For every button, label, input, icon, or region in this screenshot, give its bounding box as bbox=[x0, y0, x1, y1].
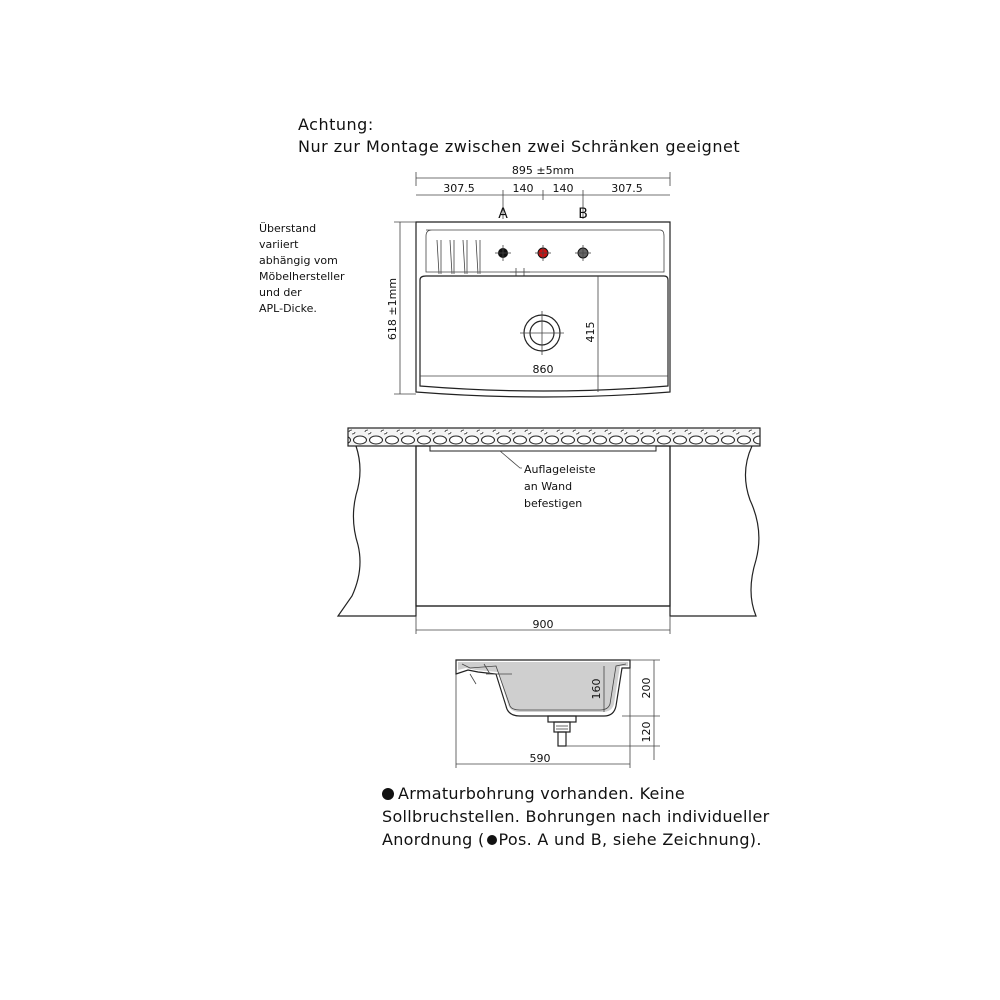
callout-line: Auflageleiste bbox=[524, 463, 596, 476]
drainer-ribs-icon bbox=[437, 240, 480, 274]
footer-line-3: Anordnung ( Pos. A und B, siehe Zeichnung). bbox=[382, 830, 762, 849]
callout-line: an Wand bbox=[524, 480, 573, 493]
position-label-b: B bbox=[578, 206, 588, 222]
countertop bbox=[348, 428, 760, 446]
dim-inner-depth: 160 bbox=[590, 678, 603, 700]
callout-line: befestigen bbox=[524, 497, 583, 510]
warning-title: Achtung: bbox=[298, 115, 374, 134]
left-cabinet bbox=[338, 446, 416, 616]
dim-seg-b: 140 bbox=[552, 182, 574, 195]
tap-hole-b-icon bbox=[575, 245, 591, 261]
drain-icon bbox=[520, 311, 564, 355]
dim-depth: 618 ±1mm bbox=[386, 277, 399, 341]
tap-hole-center-icon bbox=[535, 245, 551, 261]
drain-fitting-icon bbox=[548, 716, 576, 746]
top-view bbox=[386, 164, 670, 397]
right-cabinet bbox=[670, 446, 759, 616]
note-line: Möbelhersteller bbox=[259, 270, 345, 283]
edge-detail bbox=[470, 674, 476, 684]
note-line: Überstand bbox=[259, 222, 317, 235]
note-line: abhängig vom bbox=[259, 254, 338, 267]
position-label-a: A bbox=[498, 206, 508, 222]
footer-note bbox=[382, 782, 769, 851]
position-marker-icon bbox=[487, 835, 497, 845]
section-view bbox=[456, 660, 660, 768]
dim-drain-height: 120 bbox=[640, 721, 653, 743]
note-line: variiert bbox=[259, 238, 299, 251]
tap-hole-a-icon bbox=[495, 245, 511, 261]
bullet-icon bbox=[382, 788, 394, 800]
footer-line-1: Armaturbohrung vorhanden. Keine bbox=[382, 782, 769, 805]
dim-basin-width: 860 bbox=[532, 363, 554, 376]
dim-overall-width: 895 ±5mm bbox=[511, 164, 575, 177]
front-view bbox=[338, 428, 760, 634]
dim-seg-a: 140 bbox=[512, 182, 534, 195]
note-line: APL-Dicke. bbox=[259, 302, 317, 315]
callout-leader bbox=[500, 451, 522, 468]
support-rail bbox=[430, 446, 656, 451]
dim-basin-depth: 415 bbox=[584, 321, 597, 343]
note-line: und der bbox=[259, 286, 302, 299]
dim-section-width: 590 bbox=[529, 752, 551, 765]
footer-line-2: Sollbruchstellen. Bohrungen nach individueller bbox=[382, 807, 770, 826]
dim-seg-right: 307.5 bbox=[611, 182, 643, 195]
dim-seg-left: 307.5 bbox=[443, 182, 475, 195]
dim-front-width: 900 bbox=[532, 618, 554, 631]
dim-total-height: 200 bbox=[640, 677, 653, 699]
warning-text: Nur zur Montage zwischen zwei Schränken geeignet bbox=[298, 137, 741, 156]
